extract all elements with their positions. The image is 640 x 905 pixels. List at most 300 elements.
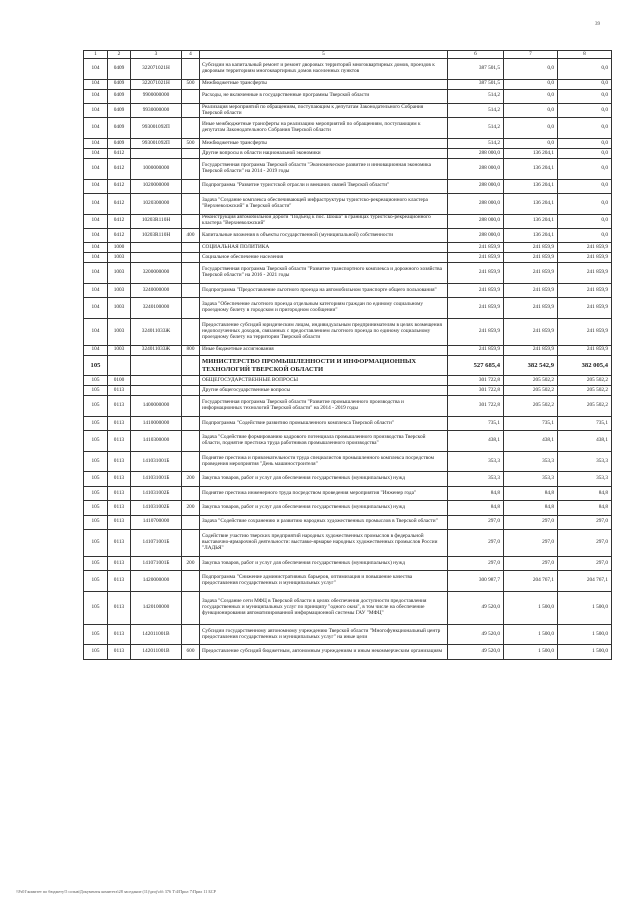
cell-amount-year3: 241 859,9 <box>558 283 612 297</box>
cell-amount-year3: 382 005,4 <box>558 355 612 376</box>
cell-target-code: 1020300000 <box>131 193 182 214</box>
cell-target-code: 1020000000 <box>131 179 182 193</box>
cell-ministry-code: 104 <box>84 298 108 319</box>
cell-amount-year3: 241 859,9 <box>558 253 612 263</box>
cell-section-code: 0113 <box>108 515 131 529</box>
cell-amount-year1: 514,2 <box>448 89 504 103</box>
cell-amount-year2: 0,0 <box>504 118 558 139</box>
cell-amount-year2: 241 859,9 <box>504 243 558 253</box>
table-row <box>84 515 612 529</box>
cell-section-code <box>108 355 131 376</box>
cell-ministry-code: 105 <box>84 386 108 396</box>
cell-amount-year3: 0,0 <box>558 79 612 89</box>
cell-amount-year3: 0,0 <box>558 214 612 228</box>
table-row <box>84 243 612 253</box>
cell-expense-type <box>182 386 200 396</box>
cell-amount-year3: 84,8 <box>558 486 612 500</box>
cell-description: Подпрограмма "Предоставление льготного проезда на автомобильном транспорте общего пользования" <box>200 283 448 297</box>
cell-description: Государственная программа Тверской области "Развитие промышленного производства и информационных технологий Тверской области" на 2014 - 2019 годы <box>200 396 448 417</box>
table-body <box>84 51 612 660</box>
table-row <box>84 89 612 103</box>
table-row <box>84 451 612 472</box>
cell-amount-year3: 0,0 <box>558 59 612 80</box>
cell-target-code: 141031002Б <box>131 486 182 500</box>
table-row <box>84 193 612 214</box>
cell-description: Поднятие престижа и привлекательности труда специалистов промышленного комплекса посредством проведения мероприятия "День машиностроителя" <box>200 451 448 472</box>
cell-amount-year3: 353,3 <box>558 451 612 472</box>
cell-amount-year1: 241 859,9 <box>448 253 504 263</box>
cell-description: МИНИСТЕРСТВО ПРОМЫШЛЕННОСТИ И ИНФОРМАЦИОННЫХ ТЕХНОЛОГИЙ ТВЕРСКОЙ ОБЛАСТИ <box>200 355 448 376</box>
cell-expense-type <box>182 179 200 193</box>
cell-section-code: 0113 <box>108 501 131 515</box>
cell-description: Субсидии государственному автономному учреждению Тверской области "Многофункциональный центр предоставления государственных и муниципальных услуг" на иные цели <box>200 624 448 645</box>
cell-section-code: 0412 <box>108 228 131 242</box>
cell-target-code: 1410000000 <box>131 416 182 430</box>
cell-ministry-code: 104 <box>84 318 108 345</box>
cell-section-code: 0113 <box>108 451 131 472</box>
cell-description: Предоставление субсидий юридическим лицам, индивидуальным предпринимателям в целях возмещения недополученных доходов, связанных с предоставлением льготного проезда по единому социальному проездному билету на территории Тверской области <box>200 318 448 345</box>
cell-amount-year1: 49 520,0 <box>448 624 504 645</box>
cell-description: Государственная программа Тверской области "Развитие транспортного комплекса и дорожного хозяйства Тверской области" на 2016 - 2021 годы <box>200 263 448 284</box>
cell-target-code: 142011001В <box>131 624 182 645</box>
cell-amount-year3: 297,0 <box>558 556 612 570</box>
cell-section-code: 0412 <box>108 193 131 214</box>
cell-expense-type <box>182 193 200 214</box>
cell-amount-year2: 136 204,1 <box>504 179 558 193</box>
cell-expense-type <box>182 148 200 158</box>
cell-section-code: 1003 <box>108 253 131 263</box>
cell-amount-year1: 84,8 <box>448 501 504 515</box>
cell-amount-year2: 241 859,9 <box>504 345 558 355</box>
cell-amount-year2: 0,0 <box>504 89 558 103</box>
cell-description: Закупка товаров, работ и услуг для обеспечения государственных (муниципальных) нужд <box>200 556 448 570</box>
cell-description: Другие общегосударственные вопросы <box>200 386 448 396</box>
table-row <box>84 228 612 242</box>
cell-ministry-code: 104 <box>84 193 108 214</box>
cell-amount-year1: 297,0 <box>448 556 504 570</box>
cell-description: Задача "Создание комплекса обеспечивающей инфраструктуры туристско-рекреационного кластера "Верхневолжский" в Тверской области" <box>200 193 448 214</box>
cell-amount-year3: 0,0 <box>558 138 612 148</box>
cell-amount-year3: 0,0 <box>558 103 612 117</box>
cell-target-code: 324011033Ж <box>131 345 182 355</box>
cell-expense-type <box>182 486 200 500</box>
cell-amount-year2: 0,0 <box>504 103 558 117</box>
cell-section-code: 0113 <box>108 645 131 659</box>
table-row <box>84 355 612 376</box>
cell-expense-type <box>182 431 200 452</box>
cell-target-code <box>131 355 182 376</box>
cell-target-code: 141031002Б <box>131 501 182 515</box>
cell-expense-type: 400 <box>182 228 200 242</box>
cell-section-code: 0409 <box>108 138 131 148</box>
cell-amount-year2: 735,1 <box>504 416 558 430</box>
cell-expense-type: 200 <box>182 556 200 570</box>
cell-ministry-code: 104 <box>84 79 108 89</box>
cell-amount-year2: 205 502,2 <box>504 396 558 417</box>
cell-amount-year1: 288 000,0 <box>448 179 504 193</box>
cell-ministry-code: 105 <box>84 355 108 376</box>
cell-amount-year1: 300 987,7 <box>448 571 504 592</box>
cell-amount-year2: 205 502,2 <box>504 376 558 386</box>
table-row <box>84 386 612 396</box>
cell-expense-type <box>182 59 200 80</box>
page-number: 39 <box>595 22 600 27</box>
cell-description: Социальное обеспечение населения <box>200 253 448 263</box>
cell-amount-year2: 136 204,1 <box>504 148 558 158</box>
table-row <box>84 472 612 486</box>
table-row <box>84 530 612 557</box>
cell-amount-year1: 301 722,8 <box>448 386 504 396</box>
cell-amount-year3: 0,0 <box>558 158 612 179</box>
cell-target-code <box>131 148 182 158</box>
cell-expense-type: 200 <box>182 472 200 486</box>
cell-target-code: 1420100000 <box>131 591 182 624</box>
cell-amount-year2: 1 500,0 <box>504 591 558 624</box>
cell-expense-type <box>182 103 200 117</box>
cell-section-code: 0113 <box>108 556 131 570</box>
cell-section-code: 0113 <box>108 571 131 592</box>
cell-amount-year3: 297,0 <box>558 515 612 529</box>
cell-amount-year2: 353,3 <box>504 472 558 486</box>
cell-target-code <box>131 253 182 263</box>
cell-description: Иные бюджетные ассигнования <box>200 345 448 355</box>
cell-description: Реализация мероприятий по обращениям, поступающим к депутатам Законодательного Собрания Тверской области <box>200 103 448 117</box>
table-row <box>84 556 612 570</box>
cell-target-code: 9930000000 <box>131 103 182 117</box>
cell-description: Субсидии на капитальный ремонт и ремонт дворовых территорий многоквартирных домов, проездов к дворовым территориям многоквартирных домов населенных пунктов <box>200 59 448 80</box>
cell-amount-year1: 241 859,9 <box>448 243 504 253</box>
cell-amount-year1: 514,2 <box>448 118 504 139</box>
cell-target-code: 3200000000 <box>131 263 182 284</box>
cell-description: Задача "Содействие формированию кадрового потенциала промышленного производства Тверской области, поднятие престижа труда работников промышленного производства" <box>200 431 448 452</box>
cell-expense-type: 200 <box>182 501 200 515</box>
cell-ministry-code: 104 <box>84 228 108 242</box>
cell-description: Содействие участию тверских предприятий народных художественных промыслов в федеральной выставочно-ярмарочной деятельности: выставке-ярмарке народных художественных промыслов России "ЛАДЬЯ" <box>200 530 448 557</box>
cell-amount-year1: 288 000,0 <box>448 158 504 179</box>
cell-ministry-code: 105 <box>84 624 108 645</box>
cell-amount-year2: 84,8 <box>504 486 558 500</box>
table-row <box>84 158 612 179</box>
cell-amount-year2: 297,0 <box>504 556 558 570</box>
cell-amount-year3: 84,8 <box>558 501 612 515</box>
cell-target-code: 142011001В <box>131 645 182 659</box>
cell-section-code: 0412 <box>108 179 131 193</box>
cell-target-code: 10203R110Н <box>131 228 182 242</box>
cell-target-code: 1410300000 <box>131 431 182 452</box>
cell-expense-type: 500 <box>182 138 200 148</box>
cell-target-code: 1000000000 <box>131 158 182 179</box>
cell-amount-year1: 297,0 <box>448 530 504 557</box>
cell-target-code: 141071001Б <box>131 530 182 557</box>
cell-description: СОЦИАЛЬНАЯ ПОЛИТИКА <box>200 243 448 253</box>
cell-section-code: 0113 <box>108 386 131 396</box>
cell-ministry-code: 104 <box>84 253 108 263</box>
cell-section-code: 0412 <box>108 158 131 179</box>
cell-ministry-code: 105 <box>84 431 108 452</box>
cell-description: Подпрограмма "Содействие развитию промышленного комплекса Тверской области" <box>200 416 448 430</box>
cell-description: Закупка товаров, работ и услуг для обеспечения государственных (муниципальных) нужд <box>200 472 448 486</box>
cell-ministry-code: 104 <box>84 214 108 228</box>
cell-description: Подпрограмма "Снижение административных барьеров, оптимизация и повышение качества предоставления государственных и муниципальных услуг" <box>200 571 448 592</box>
cell-amount-year3: 241 859,9 <box>558 243 612 253</box>
file-path-footer: \\Fs01\комитет по бюджету\5 созыв\Документы комитета\28 заседание (11)\proj\ob\ 376 Т\4\Прил 7\Прил 11 БСР <box>16 889 216 894</box>
cell-amount-year1: 514,2 <box>448 103 504 117</box>
cell-expense-type: 500 <box>182 79 200 89</box>
cell-amount-year1: 84,8 <box>448 486 504 500</box>
cell-amount-year2: 241 859,9 <box>504 253 558 263</box>
cell-expense-type <box>182 624 200 645</box>
cell-amount-year3: 205 502,2 <box>558 376 612 386</box>
cell-description: Межбюджетные трансферты <box>200 79 448 89</box>
table-row <box>84 118 612 139</box>
cell-expense-type <box>182 530 200 557</box>
cell-amount-year2: 241 859,9 <box>504 318 558 345</box>
cell-amount-year2: 241 859,9 <box>504 283 558 297</box>
cell-amount-year3: 205 502,2 <box>558 386 612 396</box>
cell-amount-year2: 136 204,1 <box>504 193 558 214</box>
header-cell: 5 <box>200 51 448 59</box>
cell-target-code: 141071001Б <box>131 556 182 570</box>
table-row <box>84 396 612 417</box>
cell-amount-year3: 205 502,2 <box>558 396 612 417</box>
cell-description: Другие вопросы в области национальной экономики <box>200 148 448 158</box>
cell-amount-year1: 527 685,4 <box>448 355 504 376</box>
cell-amount-year2: 438,1 <box>504 431 558 452</box>
cell-expense-type <box>182 376 200 386</box>
cell-target-code: 324011033Ж <box>131 318 182 345</box>
cell-description: ОБЩЕГОСУДАРСТВЕННЫЕ ВОПРОСЫ <box>200 376 448 386</box>
cell-ministry-code: 104 <box>84 263 108 284</box>
cell-amount-year2: 136 204,1 <box>504 214 558 228</box>
cell-description: Подпрограмма "Развитие туристской отрасли и внешних связей Тверской области" <box>200 179 448 193</box>
table-row <box>84 59 612 80</box>
cell-target-code: 322071021Н <box>131 79 182 89</box>
cell-amount-year2: 205 502,2 <box>504 386 558 396</box>
cell-section-code: 0113 <box>108 472 131 486</box>
cell-expense-type <box>182 416 200 430</box>
table-row <box>84 138 612 148</box>
cell-ministry-code: 105 <box>84 556 108 570</box>
cell-amount-year2: 0,0 <box>504 79 558 89</box>
cell-expense-type <box>182 571 200 592</box>
cell-expense-type <box>182 318 200 345</box>
cell-expense-type <box>182 591 200 624</box>
cell-section-code: 1003 <box>108 318 131 345</box>
cell-section-code: 0412 <box>108 148 131 158</box>
cell-section-code: 0409 <box>108 59 131 80</box>
cell-amount-year2: 1 500,0 <box>504 645 558 659</box>
cell-amount-year2: 1 500,0 <box>504 624 558 645</box>
cell-amount-year3: 1 500,0 <box>558 645 612 659</box>
cell-amount-year1: 49 520,0 <box>448 645 504 659</box>
cell-amount-year2: 136 204,1 <box>504 228 558 242</box>
cell-amount-year1: 288 000,0 <box>448 214 504 228</box>
cell-amount-year3: 735,1 <box>558 416 612 430</box>
cell-ministry-code: 104 <box>84 243 108 253</box>
cell-amount-year2: 84,8 <box>504 501 558 515</box>
cell-ministry-code: 105 <box>84 396 108 417</box>
table-row <box>84 179 612 193</box>
cell-amount-year1: 514,2 <box>448 138 504 148</box>
cell-expense-type <box>182 118 200 139</box>
header-cell: 2 <box>108 51 131 59</box>
table-row <box>84 263 612 284</box>
cell-section-code: 0113 <box>108 396 131 417</box>
cell-amount-year3: 0,0 <box>558 179 612 193</box>
cell-description: Расходы, не включенные в государственные программы Тверской области <box>200 89 448 103</box>
cell-amount-year2: 204 767,1 <box>504 571 558 592</box>
cell-amount-year2: 297,0 <box>504 515 558 529</box>
header-cell: 6 <box>448 51 504 59</box>
cell-section-code: 0100 <box>108 376 131 386</box>
cell-amount-year2: 136 204,1 <box>504 158 558 179</box>
table-row <box>84 624 612 645</box>
cell-amount-year3: 438,1 <box>558 431 612 452</box>
cell-amount-year3: 297,0 <box>558 530 612 557</box>
cell-amount-year3: 241 859,9 <box>558 298 612 319</box>
cell-description: Иные межбюджетные трансферты на реализацию мероприятий по обращениям, поступающим к депутатам Законодательного Собрания Тверской области <box>200 118 448 139</box>
cell-amount-year1: 353,3 <box>448 472 504 486</box>
table-row <box>84 318 612 345</box>
cell-ministry-code: 105 <box>84 376 108 386</box>
table-row <box>84 645 612 659</box>
cell-expense-type <box>182 214 200 228</box>
cell-amount-year2: 0,0 <box>504 59 558 80</box>
cell-target-code: 993001092П <box>131 118 182 139</box>
cell-section-code: 0409 <box>108 103 131 117</box>
cell-target-code: 322071021Н <box>131 59 182 80</box>
cell-target-code: 1410700000 <box>131 515 182 529</box>
cell-section-code: 0409 <box>108 89 131 103</box>
cell-ministry-code: 105 <box>84 591 108 624</box>
cell-target-code: 3240100000 <box>131 298 182 319</box>
cell-expense-type <box>182 355 200 376</box>
cell-amount-year2: 241 859,9 <box>504 298 558 319</box>
cell-amount-year2: 382 542,9 <box>504 355 558 376</box>
cell-section-code: 0113 <box>108 624 131 645</box>
cell-amount-year1: 301 722,8 <box>448 396 504 417</box>
cell-section-code: 0113 <box>108 591 131 624</box>
cell-section-code: 0409 <box>108 79 131 89</box>
cell-amount-year3: 0,0 <box>558 193 612 214</box>
cell-amount-year2: 297,0 <box>504 530 558 557</box>
cell-section-code: 1003 <box>108 263 131 284</box>
header-cell: 1 <box>84 51 108 59</box>
table-row <box>84 501 612 515</box>
header-cell: 7 <box>504 51 558 59</box>
cell-amount-year3: 241 859,9 <box>558 318 612 345</box>
cell-ministry-code: 105 <box>84 501 108 515</box>
cell-section-code: 1000 <box>108 243 131 253</box>
cell-target-code <box>131 243 182 253</box>
cell-amount-year1: 301 722,8 <box>448 376 504 386</box>
cell-amount-year1: 241 859,9 <box>448 263 504 284</box>
cell-amount-year1: 288 000,0 <box>448 228 504 242</box>
cell-amount-year1: 297,0 <box>448 515 504 529</box>
cell-amount-year3: 0,0 <box>558 118 612 139</box>
cell-description: Поднятие престижа инженерного труда посредством проведения мероприятия "Инженер года" <box>200 486 448 500</box>
cell-expense-type <box>182 396 200 417</box>
cell-section-code: 1003 <box>108 283 131 297</box>
cell-expense-type: 800 <box>182 345 200 355</box>
cell-amount-year2: 0,0 <box>504 138 558 148</box>
cell-amount-year1: 735,1 <box>448 416 504 430</box>
table-row <box>84 486 612 500</box>
header-cell: 3 <box>131 51 182 59</box>
cell-expense-type <box>182 451 200 472</box>
cell-expense-type <box>182 298 200 319</box>
table-row <box>84 253 612 263</box>
cell-ministry-code: 104 <box>84 158 108 179</box>
cell-target-code: 1420000000 <box>131 571 182 592</box>
cell-ministry-code: 105 <box>84 530 108 557</box>
cell-target-code: 141031001Б <box>131 451 182 472</box>
cell-ministry-code: 104 <box>84 179 108 193</box>
header-row <box>84 51 612 59</box>
cell-amount-year1: 49 520,0 <box>448 591 504 624</box>
cell-amount-year3: 241 859,9 <box>558 345 612 355</box>
table-row <box>84 431 612 452</box>
cell-expense-type <box>182 158 200 179</box>
cell-description: Предоставление субсидий бюджетным, автономным учреждениям и иным некоммерческим организациям <box>200 645 448 659</box>
cell-amount-year2: 241 859,9 <box>504 263 558 284</box>
cell-amount-year1: 241 859,9 <box>448 318 504 345</box>
cell-ministry-code: 105 <box>84 416 108 430</box>
cell-amount-year1: 353,3 <box>448 451 504 472</box>
cell-ministry-code: 104 <box>84 59 108 80</box>
cell-expense-type <box>182 283 200 297</box>
header-cell: 8 <box>558 51 612 59</box>
cell-ministry-code: 105 <box>84 472 108 486</box>
cell-amount-year3: 241 859,9 <box>558 263 612 284</box>
cell-ministry-code: 105 <box>84 451 108 472</box>
table-row <box>84 214 612 228</box>
table-row <box>84 591 612 624</box>
cell-ministry-code: 105 <box>84 571 108 592</box>
cell-ministry-code: 104 <box>84 118 108 139</box>
cell-amount-year1: 241 859,9 <box>448 298 504 319</box>
table-row <box>84 416 612 430</box>
cell-ministry-code: 104 <box>84 89 108 103</box>
budget-table <box>83 50 612 660</box>
cell-amount-year3: 204 767,1 <box>558 571 612 592</box>
cell-description: Задача "Содействие сохранению и развитию народных художественных промыслов в Тверской области" <box>200 515 448 529</box>
table-row <box>84 345 612 355</box>
cell-section-code: 0113 <box>108 416 131 430</box>
cell-ministry-code: 104 <box>84 148 108 158</box>
cell-ministry-code: 104 <box>84 345 108 355</box>
cell-ministry-code: 104 <box>84 103 108 117</box>
cell-description: Задача "Обеспечение льготного проезда отдельным категориям граждан по единому социальному проездному билету в городском и пригородном сообщении" <box>200 298 448 319</box>
cell-amount-year1: 288 000,0 <box>448 193 504 214</box>
cell-ministry-code: 104 <box>84 283 108 297</box>
cell-amount-year3: 1 500,0 <box>558 591 612 624</box>
cell-description: Государственная программа Тверской области "Экономическое развитие и инновационная экономика Тверской области" на 2014 - 2019 годы <box>200 158 448 179</box>
cell-expense-type: 600 <box>182 645 200 659</box>
cell-description: Капитальные вложения в объекты государственной (муниципальной) собственности <box>200 228 448 242</box>
cell-amount-year3: 1 500,0 <box>558 624 612 645</box>
cell-expense-type <box>182 89 200 103</box>
table-row <box>84 148 612 158</box>
header-cell: 4 <box>182 51 200 59</box>
cell-target-code: 993001092П <box>131 138 182 148</box>
cell-expense-type <box>182 253 200 263</box>
cell-description: Задача "Создание сети МФЦ в Тверской области в целях обеспечения доступности предоставления государственных и муниципальных услуг по принципу "одного окна", в том числе на обеспечение функционирования автоматизированной информационной системы ГАУ "МФЦ" <box>200 591 448 624</box>
cell-amount-year1: 387 501,5 <box>448 79 504 89</box>
cell-section-code: 0412 <box>108 214 131 228</box>
cell-section-code: 0113 <box>108 431 131 452</box>
cell-ministry-code: 104 <box>84 138 108 148</box>
